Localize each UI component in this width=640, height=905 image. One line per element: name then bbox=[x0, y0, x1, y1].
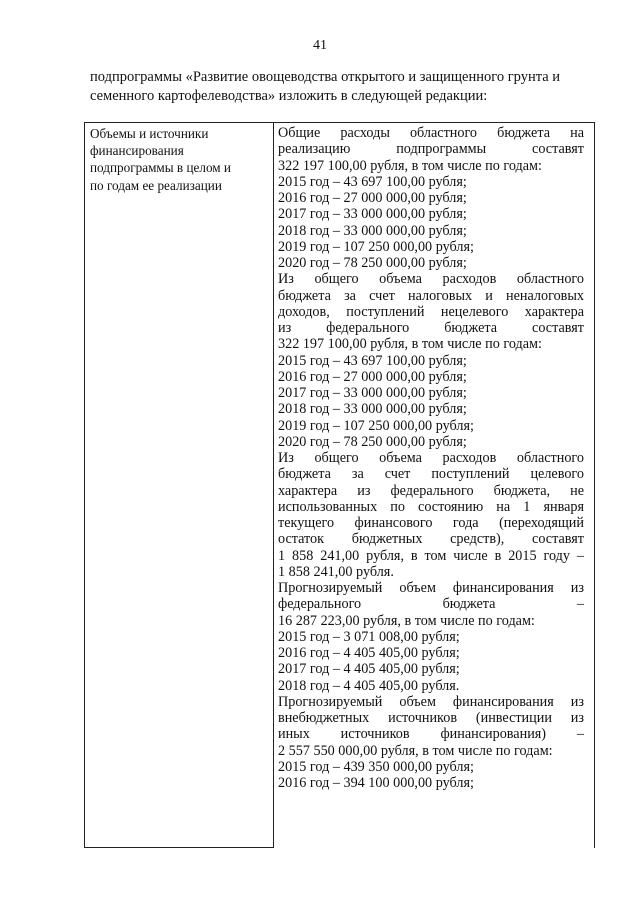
funding-line: 2017 год – 33 000 000,00 рубля; bbox=[278, 206, 467, 223]
funding-line: из федерального бюджета составят bbox=[278, 320, 584, 336]
funding-line: доходов, поступлений нецелевого характера bbox=[278, 303, 584, 320]
funding-line: Из общего объема расходов областного bbox=[278, 271, 584, 288]
funding-line: бюджета за счет поступлений целевого bbox=[278, 466, 584, 483]
funding-line: 2019 год – 107 250 000,00 рубля; bbox=[278, 238, 474, 255]
funding-line: 2015 год – 43 697 100,00 рубля; bbox=[278, 352, 467, 369]
page-number: 41 bbox=[313, 38, 327, 53]
funding-line: 2018 год – 4 405 405,00 рубля. bbox=[278, 677, 460, 694]
funding-line: 2016 год – 27 000 000,00 рубля; bbox=[278, 190, 467, 206]
intro-line: семенного картофелеводства» изложить в следующей редакции: bbox=[90, 88, 488, 104]
funding-line: Прогнозируемый объем финансирования из bbox=[278, 580, 584, 596]
table-content-cell bbox=[274, 123, 595, 848]
funding-line: иных источников финансирования) – bbox=[278, 726, 584, 743]
intro-paragraph bbox=[90, 68, 590, 106]
funding-line: 322 197 100,00 рубля, в том числе по годам: bbox=[278, 157, 542, 174]
funding-line: 2017 год – 33 000 000,00 рубля; bbox=[278, 385, 467, 401]
funding-line: 2016 год – 394 100 000,00 рубля; bbox=[278, 775, 474, 791]
funding-line: федерального бюджета – bbox=[278, 596, 584, 613]
funding-line: 2019 год – 107 250 000,00 рубля; bbox=[278, 417, 474, 434]
funding-line: Общие расходы областного бюджета на bbox=[278, 125, 584, 141]
label-line: подпрограммы в целом и bbox=[90, 160, 231, 176]
funding-line: 2020 год – 78 250 000,00 рубля; bbox=[278, 433, 467, 450]
table-label-cell bbox=[85, 123, 274, 848]
funding-line: 2016 год – 4 405 405,00 рубля; bbox=[278, 645, 460, 661]
funding-line: 2 557 550 000,00 рубля, в том числе по годам: bbox=[278, 742, 553, 759]
funding-line: 2018 год – 33 000 000,00 рубля; bbox=[278, 401, 467, 418]
funding-table bbox=[84, 122, 595, 848]
funding-line: 2015 год – 43 697 100,00 рубля; bbox=[278, 173, 467, 190]
label-line: по годам ее реализации bbox=[90, 177, 222, 193]
funding-line: использованных по состоянию на 1 января bbox=[278, 498, 584, 515]
funding-line: 1 858 241,00 рубля, в том числе в 2015 году – bbox=[278, 547, 584, 564]
label-line: финансирования bbox=[90, 143, 184, 159]
funding-line: 1 858 241,00 рубля. bbox=[278, 563, 394, 580]
label-line: Объемы и источники bbox=[90, 126, 209, 141]
funding-line: бюджета за счет налоговых и неналоговых bbox=[278, 287, 584, 304]
funding-line: характера из федерального бюджета, не bbox=[278, 482, 584, 499]
funding-line: 322 197 100,00 рубля, в том числе по годам: bbox=[278, 336, 542, 353]
funding-line: 2015 год – 3 071 008,00 рубля; bbox=[278, 628, 460, 645]
funding-line: 16 287 223,00 рубля, в том числе по годам: bbox=[278, 612, 535, 629]
funding-text bbox=[278, 125, 594, 791]
label-text bbox=[90, 125, 273, 194]
funding-line: остаток бюджетных средств), составят bbox=[278, 531, 584, 548]
table-row bbox=[85, 123, 595, 848]
funding-line: реализацию подпрограммы составят bbox=[278, 141, 584, 158]
funding-line: 2018 год – 33 000 000,00 рубля; bbox=[278, 222, 467, 239]
funding-line: внебюджетных источников (инвестиции из bbox=[278, 710, 584, 726]
funding-line: текущего финансового года (переходящий bbox=[278, 515, 584, 531]
funding-line: 2015 год – 439 350 000,00 рубля; bbox=[278, 758, 474, 775]
funding-line: 2016 год – 27 000 000,00 рубля; bbox=[278, 368, 467, 385]
funding-line: 2017 год – 4 405 405,00 рубля; bbox=[278, 661, 460, 678]
intro-line: подпрограммы «Развитие овощеводства открытого и защищенного грунта и bbox=[90, 69, 561, 85]
funding-line: Прогнозируемый объем финансирования из bbox=[278, 693, 584, 710]
funding-line: 2020 год – 78 250 000,00 рубля; bbox=[278, 255, 467, 271]
funding-line: Из общего объема расходов областного bbox=[278, 450, 584, 466]
